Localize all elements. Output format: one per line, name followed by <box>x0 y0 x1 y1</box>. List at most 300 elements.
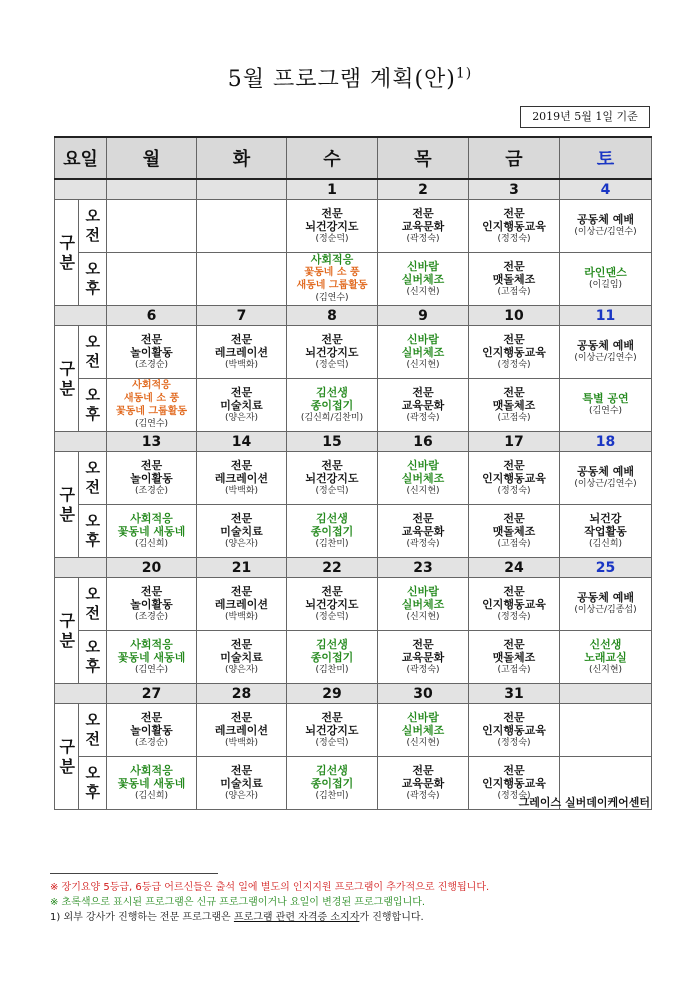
program-cell <box>560 578 652 631</box>
program-name: 사회적응 <box>130 511 173 525</box>
instructor-name: (정순덕) <box>315 611 349 622</box>
morning-row <box>55 326 652 379</box>
instructor-name: (신지현) <box>406 286 440 297</box>
header-tue: 화 <box>197 137 287 179</box>
program-name: 전문 <box>412 763 434 777</box>
instructor-name: (김신희) <box>134 538 169 549</box>
program-name: 공동체 예배 <box>577 339 634 352</box>
date-cell: 3 <box>469 179 560 200</box>
program-cell <box>469 379 560 432</box>
program-cell <box>287 379 378 432</box>
program-cell <box>378 326 469 379</box>
program-name: 전문 <box>230 584 253 598</box>
program-name: 전문 <box>412 206 434 220</box>
program-name: 꽃동네 새동네 <box>117 650 186 664</box>
note-grade: ※ 장기요양 5등급, 6등급 어르신들은 출석 일에 별도의 인지지원 프로그램이 추가적으로 진행됩니다. <box>50 882 490 893</box>
note-instructor: 1) 외부 강사가 진행하는 전문 프로그램은 프로그램 관련 자격증 소지자가 진행합니다. <box>50 912 424 923</box>
program-cell <box>378 704 469 757</box>
program-name: 인지행동교육 <box>482 345 546 359</box>
program-name: 레크레이션 <box>214 597 269 611</box>
program-name: 전문 <box>140 332 163 346</box>
am-text: 오전 <box>85 207 100 244</box>
instructor-name: (김찬미) <box>315 538 349 549</box>
program-cell <box>469 452 560 505</box>
date-cell: 31 <box>469 684 560 704</box>
instructor-name: (고점숙) <box>497 664 531 675</box>
date-cell <box>560 684 652 704</box>
program-cell <box>197 631 287 684</box>
instructor-name: (신지현) <box>406 737 440 748</box>
program-name: 전문 <box>503 385 525 399</box>
instructor-name: (신지현) <box>588 664 623 675</box>
program-name: 김선생 <box>316 637 348 651</box>
program-cell <box>469 505 560 558</box>
program-name: 전문 <box>140 584 163 598</box>
instructor-name: (박백화) <box>224 485 259 496</box>
instructor-name: (정정숙) <box>497 611 531 622</box>
program-name: 꽃동네 새동네 <box>117 776 186 790</box>
program-name: 전문 <box>412 637 434 651</box>
program-name: 놀이활동 <box>130 471 173 485</box>
am-label <box>79 200 107 253</box>
instructor-name: (이상근/김연수) <box>574 353 637 363</box>
program-name: 전문 <box>503 584 525 598</box>
instructor-name: (김연수) <box>134 664 169 675</box>
program-name: 전문 <box>230 458 253 472</box>
program-name: 전문 <box>503 637 525 651</box>
program-cell <box>560 505 652 558</box>
instructor-name: (양은자) <box>224 538 259 549</box>
gubun-text: 구분 <box>59 484 75 524</box>
gubun-label <box>55 578 79 684</box>
program-name: 신바람 <box>407 710 439 724</box>
program-cell <box>107 704 197 757</box>
gubun-label <box>55 326 79 432</box>
date-cell: 27 <box>107 684 197 704</box>
date-cell: 29 <box>287 684 378 704</box>
program-name: 교육문화 <box>401 524 445 538</box>
pm-label <box>79 505 107 558</box>
program-name: 전문 <box>321 584 343 598</box>
program-name: 실버체조 <box>401 723 445 737</box>
instructor-name: (양은자) <box>224 664 259 675</box>
program-name: 종이접기 <box>310 776 354 790</box>
program-name: 실버체조 <box>401 272 445 286</box>
program-name: 종이접기 <box>310 650 354 664</box>
afternoon-row <box>55 505 652 558</box>
program-name: 신바람 <box>407 458 439 472</box>
program-name: 전문 <box>321 458 343 472</box>
date-cell <box>197 179 287 200</box>
program-name: 전문 <box>503 763 525 777</box>
am-text: 오전 <box>85 585 100 622</box>
instructor-name: (곽정숙) <box>406 664 440 675</box>
date-cell: 22 <box>287 558 378 578</box>
instructor-name: (정정숙) <box>497 737 531 748</box>
program-cell <box>469 704 560 757</box>
program-name: 레크레이션 <box>214 471 269 485</box>
program-cell <box>287 253 378 306</box>
program-name: 맷돌체조 <box>492 650 536 664</box>
date-cell: 16 <box>378 432 469 452</box>
date-cell: 14 <box>197 432 287 452</box>
date-row-blank <box>55 432 107 452</box>
program-name: 노래교실 <box>584 650 627 664</box>
program-name: 미술치료 <box>220 524 263 538</box>
program-cell <box>197 379 287 432</box>
date-cell: 30 <box>378 684 469 704</box>
pm-label <box>79 379 107 432</box>
program-cell <box>560 704 652 757</box>
program-cell <box>560 253 652 306</box>
pm-label <box>79 631 107 684</box>
program-name: 전문 <box>503 206 525 220</box>
date-row-blank <box>55 306 107 326</box>
am-label <box>79 578 107 631</box>
date-cell: 17 <box>469 432 560 452</box>
program-name: 새동네 소 풍 <box>123 393 180 404</box>
morning-row <box>55 704 652 757</box>
date-row <box>55 432 652 452</box>
program-name: 인지행동교육 <box>482 597 546 611</box>
instructor-name: (양은자) <box>224 412 259 423</box>
date-cell: 23 <box>378 558 469 578</box>
program-name: 신바람 <box>407 332 439 346</box>
program-name: 인지행동교육 <box>482 723 546 737</box>
gubun-text: 구분 <box>59 358 75 398</box>
program-name: 실버체조 <box>401 597 445 611</box>
program-name: 꽃동네 그룹활동 <box>115 406 188 417</box>
instructor-name: (정순덕) <box>315 485 349 496</box>
program-name: 놀이활동 <box>130 597 173 611</box>
date-cell: 24 <box>469 558 560 578</box>
date-cell: 2 <box>378 179 469 200</box>
program-cell <box>107 505 197 558</box>
instructor-name: (이상근/김종섭) <box>574 605 637 615</box>
program-name: 전문 <box>321 332 343 346</box>
program-cell <box>107 452 197 505</box>
program-cell <box>469 578 560 631</box>
program-name: 미술치료 <box>220 398 263 412</box>
program-name: 꽃동네 새동네 <box>117 524 186 538</box>
program-name: 교육문화 <box>401 219 445 233</box>
program-cell <box>560 326 652 379</box>
program-name: 김선생 <box>316 763 348 777</box>
date-cell: 25 <box>560 558 652 578</box>
instructor-name: (김연수) <box>315 293 349 303</box>
date-cell: 1 <box>287 179 378 200</box>
program-cell <box>197 326 287 379</box>
morning-row <box>55 578 652 631</box>
instructor-name: (김신희/김찬미) <box>300 412 364 423</box>
program-name: 맷돌체조 <box>492 524 536 538</box>
instructor-name: (정순덕) <box>315 737 349 748</box>
gubun-text: 구분 <box>59 232 75 272</box>
program-cell <box>287 757 378 810</box>
program-cell <box>378 452 469 505</box>
instructor-name: (김신희) <box>134 790 169 801</box>
instructor-name: (고점숙) <box>497 538 531 549</box>
program-name: 사회적응 <box>130 637 173 651</box>
am-label <box>79 452 107 505</box>
date-row-blank <box>55 684 107 704</box>
organization-name: 그레이스 실버데이케어센터 <box>518 796 650 809</box>
instructor-name: (정정숙) <box>497 485 531 496</box>
program-name: 사회적응 <box>132 380 171 391</box>
program-name: 뇌건강지도 <box>305 597 359 611</box>
date-cell: 10 <box>469 306 560 326</box>
program-cell <box>287 200 378 253</box>
program-cell <box>378 200 469 253</box>
program-cell <box>287 704 378 757</box>
instructor-name: (이상근/김연수) <box>574 227 637 237</box>
program-cell <box>107 200 197 253</box>
am-label <box>79 704 107 757</box>
date-cell: 8 <box>287 306 378 326</box>
program-cell <box>378 631 469 684</box>
program-name: 전문 <box>140 458 163 472</box>
instructor-name: (박백화) <box>224 359 259 370</box>
instructor-name: (김찬미) <box>315 664 349 675</box>
program-cell <box>287 452 378 505</box>
program-cell <box>197 757 287 810</box>
program-cell <box>378 253 469 306</box>
program-name: 전문 <box>321 206 343 220</box>
program-name: 라인댄스 <box>584 266 627 279</box>
program-cell <box>107 757 197 810</box>
program-name: 전문 <box>503 458 525 472</box>
date-cell: 21 <box>197 558 287 578</box>
program-name: 종이접기 <box>310 524 354 538</box>
footnote-divider <box>50 873 218 874</box>
am-label <box>79 326 107 379</box>
program-cell <box>197 704 287 757</box>
program-name: 새동네 그룹활동 <box>296 280 368 291</box>
pm-text: 오후 <box>85 512 100 549</box>
am-text: 오전 <box>85 333 100 370</box>
date-cell: 20 <box>107 558 197 578</box>
program-cell <box>378 379 469 432</box>
instructor-name: (곽정숙) <box>406 412 440 423</box>
pm-label <box>79 757 107 810</box>
instructor-name: (양은자) <box>224 790 259 801</box>
program-name: 신선생 <box>589 637 622 651</box>
program-cell <box>107 253 197 306</box>
gubun-text: 구분 <box>59 610 75 650</box>
program-cell <box>287 631 378 684</box>
note-green: ※ 초록색으로 표시된 프로그램은 신규 프로그램이거나 요일이 변경된 프로그램입니다. <box>50 897 426 908</box>
program-name: 교육문화 <box>401 398 445 412</box>
instructor-name: (신지현) <box>406 485 440 496</box>
instructor-name: (곽정숙) <box>406 790 440 801</box>
program-cell <box>197 452 287 505</box>
program-name: 맷돌체조 <box>492 272 536 286</box>
program-name: 전문 <box>503 332 525 346</box>
date-cell <box>107 179 197 200</box>
program-name: 뇌건강지도 <box>305 723 359 737</box>
program-name: 놀이활동 <box>130 723 173 737</box>
program-cell <box>287 505 378 558</box>
program-name: 인지행동교육 <box>482 776 546 790</box>
gubun-label <box>55 704 79 810</box>
date-row-blank <box>55 558 107 578</box>
program-name: 김선생 <box>316 511 348 525</box>
program-cell <box>197 200 287 253</box>
gubun-label <box>55 200 79 306</box>
program-name: 레크레이션 <box>214 345 269 359</box>
pm-text: 오후 <box>85 260 100 297</box>
instructor-name: (이길임) <box>588 280 623 290</box>
pm-label <box>79 253 107 306</box>
instructor-name: (정순덕) <box>315 233 349 244</box>
program-name: 전문 <box>230 710 253 724</box>
program-name: 인지행동교육 <box>482 219 546 233</box>
date-cell: 6 <box>107 306 197 326</box>
program-name: 미술치료 <box>220 650 263 664</box>
instructor-name: (조경순) <box>134 359 169 370</box>
instructor-name: (조경순) <box>134 611 169 622</box>
program-name: 전문 <box>412 511 434 525</box>
afternoon-row <box>55 631 652 684</box>
program-name: 공동체 예배 <box>577 465 634 478</box>
program-name: 사회적응 <box>310 253 354 266</box>
program-name: 꽃동네 소 풍 <box>304 267 360 278</box>
program-name: 교육문화 <box>401 650 445 664</box>
date-cell: 11 <box>560 306 652 326</box>
program-name: 전문 <box>230 332 253 346</box>
instructor-name: (김찬미) <box>315 790 349 801</box>
footnotes <box>50 880 489 925</box>
date-cell: 18 <box>560 432 652 452</box>
program-name: 전문 <box>230 511 253 525</box>
gubun-text: 구분 <box>59 736 75 776</box>
program-name: 실버체조 <box>401 471 445 485</box>
program-name: 전문 <box>230 637 253 651</box>
program-name: 전문 <box>412 385 434 399</box>
program-cell <box>378 578 469 631</box>
program-cell <box>469 631 560 684</box>
program-cell <box>378 505 469 558</box>
program-cell <box>107 631 197 684</box>
instructor-name: (곽정숙) <box>406 233 440 244</box>
program-cell <box>287 326 378 379</box>
program-cell <box>197 505 287 558</box>
program-name: 공동체 예배 <box>577 213 634 226</box>
instructor-name: (정순덕) <box>315 359 349 370</box>
program-name: 공동체 예배 <box>577 591 634 604</box>
pm-text: 오후 <box>85 638 100 675</box>
date-cell: 28 <box>197 684 287 704</box>
program-name: 뇌건강 <box>589 511 622 525</box>
date-row <box>55 684 652 704</box>
program-name: 뇌건강지도 <box>305 471 359 485</box>
instructor-name: (신지현) <box>406 611 440 622</box>
instructor-name: (김신희) <box>588 538 623 549</box>
header-yoil: 요일 <box>55 137 107 179</box>
header-wed: 수 <box>287 137 378 179</box>
instructor-name: (곽정숙) <box>406 538 440 549</box>
program-name: 레크레이션 <box>214 723 269 737</box>
morning-row <box>55 452 652 505</box>
program-name: 미술치료 <box>220 776 263 790</box>
program-cell <box>197 578 287 631</box>
program-name: 전문 <box>140 710 163 724</box>
program-name: 전문 <box>503 259 525 273</box>
morning-row <box>55 200 652 253</box>
date-row <box>55 179 652 200</box>
program-name: 뇌건강지도 <box>305 345 359 359</box>
program-name: 놀이활동 <box>130 345 173 359</box>
program-name: 뇌건강지도 <box>305 219 359 233</box>
instructor-name: (정정숙) <box>497 790 531 801</box>
instructor-name: (정정숙) <box>497 359 531 370</box>
page-title: 5월 프로그램 계획(안)$^{1)}$ <box>227 65 473 92</box>
program-cell <box>560 452 652 505</box>
am-text: 오전 <box>85 711 100 748</box>
program-cell <box>378 757 469 810</box>
program-cell <box>560 200 652 253</box>
program-name: 전문 <box>503 511 525 525</box>
date-cell: 13 <box>107 432 197 452</box>
instructor-name: (박백화) <box>224 737 259 748</box>
program-cell <box>107 578 197 631</box>
instructor-name: (김연수) <box>134 419 169 429</box>
program-cell <box>560 379 652 432</box>
program-cell <box>469 253 560 306</box>
program-name: 신바람 <box>407 259 439 273</box>
header-thu: 목 <box>378 137 469 179</box>
basis-date-box: 2019년 5월 1일 기준 <box>520 106 650 128</box>
instructor-name: (조경순) <box>134 737 169 748</box>
program-name: 사회적응 <box>130 763 173 777</box>
program-cell <box>107 326 197 379</box>
instructor-name: (김연수) <box>588 406 623 416</box>
program-name: 신바람 <box>407 584 439 598</box>
program-cell <box>287 578 378 631</box>
program-cell <box>197 253 287 306</box>
afternoon-row <box>55 253 652 306</box>
program-name: 전문 <box>503 710 525 724</box>
instructor-name: (조경순) <box>134 485 169 496</box>
date-cell: 7 <box>197 306 287 326</box>
program-name: 전문 <box>230 763 253 777</box>
program-name: 작업활동 <box>584 524 627 538</box>
program-cell <box>107 379 197 432</box>
instructor-name: (고점숙) <box>497 286 531 297</box>
afternoon-row <box>55 379 652 432</box>
program-name: 실버체조 <box>401 345 445 359</box>
instructor-name: (신지현) <box>406 359 440 370</box>
program-name: 김선생 <box>316 385 348 399</box>
program-cell <box>469 200 560 253</box>
gubun-label <box>55 452 79 558</box>
date-row <box>55 558 652 578</box>
pm-text: 오후 <box>85 764 100 801</box>
instructor-name: (고점숙) <box>497 412 531 423</box>
header-sat: 토 <box>560 137 652 179</box>
program-name: 맷돌체조 <box>492 398 536 412</box>
program-name: 교육문화 <box>401 776 445 790</box>
instructor-name: (정정숙) <box>497 233 531 244</box>
program-cell <box>469 326 560 379</box>
program-name: 전문 <box>321 710 343 724</box>
instructor-name: (이상근/김연수) <box>574 479 637 489</box>
date-cell: 9 <box>378 306 469 326</box>
program-name: 인지행동교육 <box>482 471 546 485</box>
date-row-blank <box>55 179 107 200</box>
date-cell: 4 <box>560 179 652 200</box>
pm-text: 오후 <box>85 386 100 423</box>
